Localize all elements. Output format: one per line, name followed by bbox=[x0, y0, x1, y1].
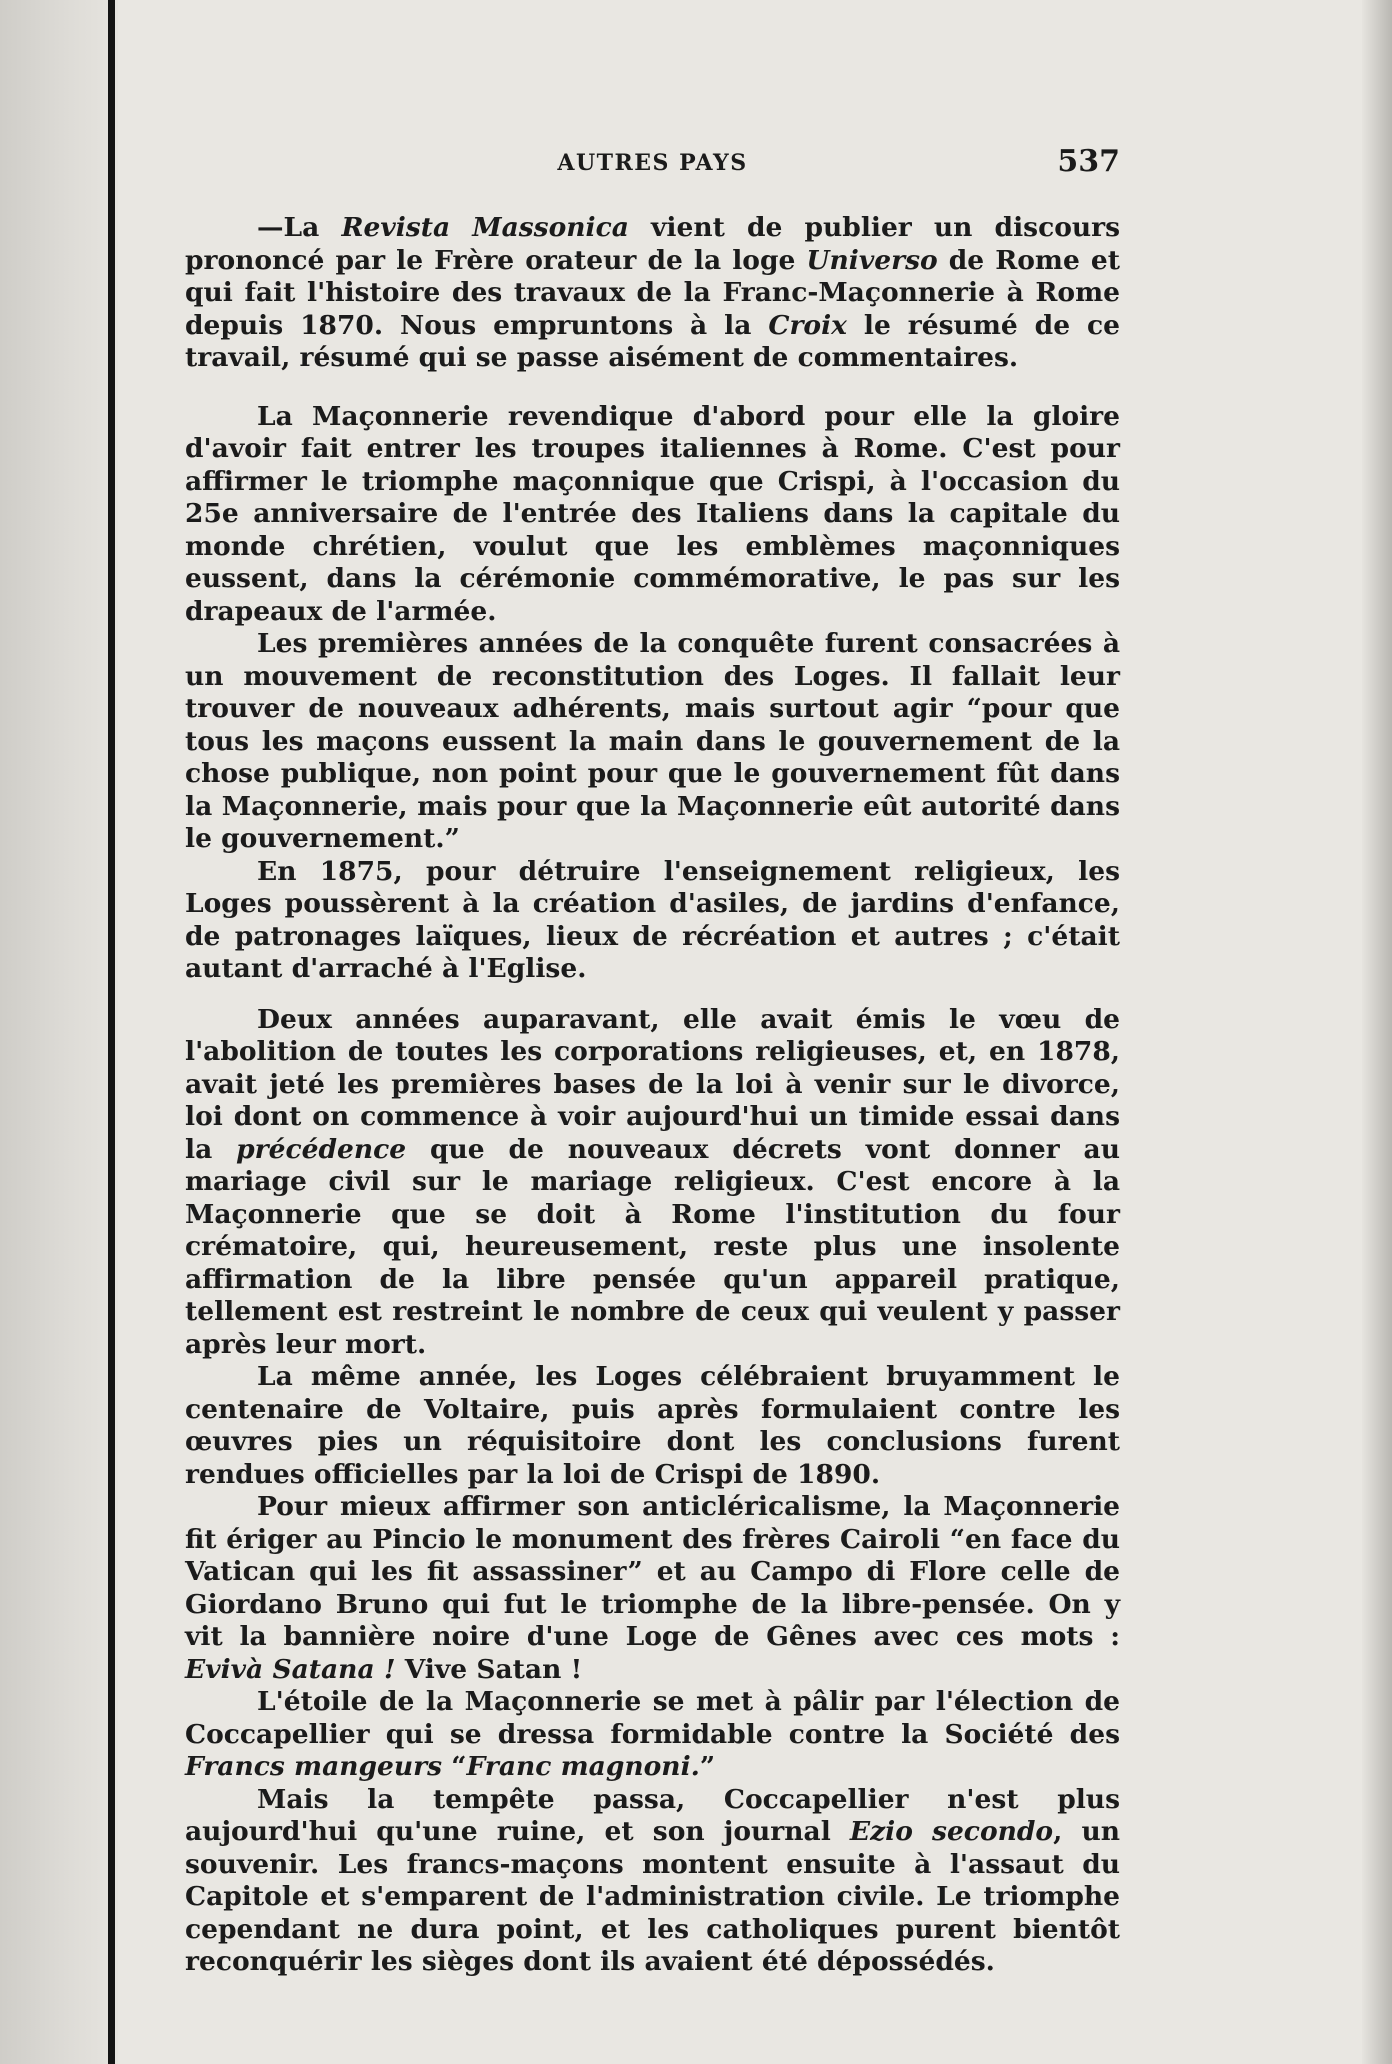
text-segment: La Maçonnerie revendique d'abord pour elle la gloire d'avoir fait entrer les troupes italiennes à Rome. C'est pour affirmer le triomphe maçonnique que Crispi, à l'occasion du 25e anniversaire de l'entrée des Italiens dans la capitale du monde chrétien, voulut que les emblèmes maçonniques eussent, dans la cérémonie commémorative, le pas sur les drapeaux de l'armée. bbox=[185, 400, 1120, 627]
text-segment: Vive Satan ! bbox=[395, 1653, 583, 1685]
text-segment: Les premières années de la conquête furent consacrées à un mouvement de reconstitution des Loges. Il fallait leur trouver de nouveaux adhérents, mais surtout agir “pour que tous les maçons eussent la main dans le gouvernement de la chose publique, non point pour que le gouvernement fût dans la Maçonnerie, mais pour que la Maçonnerie eût autorité dans le gouvernement.” bbox=[185, 628, 1120, 854]
paragraph bbox=[185, 1361, 1120, 1491]
paragraph bbox=[185, 856, 1120, 986]
paragraph bbox=[185, 1686, 1120, 1784]
text-segment: Pour mieux affirmer son anticléricalisme, la Maçonnerie fit ériger au Pincio le monument des frères Cairoli “en face du Vatican qui les fit assassiner” et au Campo di Flore celle de Giordano Bruno qui fut le triomphe de la libre-pensée. On y vit la bannière noire d'une Loge de Gênes avec ces mots : bbox=[185, 1491, 1120, 1652]
text-segment: de Rome et qui fait l'histoire des travaux de la Franc-Maçonnerie à Rome depuis 1870. Nous empruntons à la bbox=[185, 244, 1120, 341]
text-segment: ” bbox=[699, 1751, 716, 1782]
italic-text: Franc magnoni. bbox=[466, 1751, 700, 1782]
body-text bbox=[185, 212, 1120, 1979]
italic-text: Croix bbox=[768, 309, 847, 341]
book-page bbox=[185, 144, 1121, 1979]
italic-text: Ezio secondo bbox=[849, 1816, 1054, 1847]
text-segment: Deux années auparavant, elle avait émis le vœu de l'abolition de toutes les corporations religieuses, et, en 1878, avait jeté les premières bases de la loi à venir sur le divorce, loi dont on commence à voir aujourd'hui un timide essai dans la bbox=[185, 1003, 1120, 1165]
italic-text: Francs mangeurs bbox=[185, 1751, 443, 1782]
text-segment: —La bbox=[257, 212, 342, 243]
text-segment: , un souvenir. Les francs-maçons montent ensuite à l'assaut du Capitole et s'emparent de l'administration civile. Le triomphe cependant ne dura point, et les catholiques purent bientôt reconquérir les sièges dont ils avaient été dépossédés. bbox=[185, 1816, 1120, 1977]
paragraph bbox=[185, 1491, 1120, 1686]
text-segment: que de nouveaux décrets vont donner au mariage civil sur le mariage religieux. C'est encore à la Maçonnerie que se doit à Rome l'institution du four crématoire, qui, heureusement, reste plus une insolente affirmation de la libre pensée qu'un appareil pratique, tellement est restreint le nombre de ceux qui veulent y passer après leur mort. bbox=[185, 1133, 1120, 1360]
text-segment: En 1875, pour détruire l'enseignement religieux, les Loges poussèrent à la création d'asiles, de jardins d'enfance, de patronages laïques, lieux de récréation et autres ; c'était autant d'arraché à l'Eglise. bbox=[185, 855, 1120, 984]
text-segment: le résumé de ce travail, résumé qui se passe aisément de commentaires. bbox=[185, 309, 1121, 373]
paragraph bbox=[185, 212, 1120, 375]
italic-text: Evivà Satana ! bbox=[185, 1653, 396, 1685]
binding-shadow bbox=[108, 0, 115, 2064]
paragraph bbox=[185, 401, 1120, 629]
text-segment: vient de publier un discours prononcé par le Frère orateur de la loge bbox=[185, 212, 1121, 276]
scan-right-margin bbox=[1362, 0, 1392, 2064]
italic-text: Universo bbox=[806, 244, 938, 276]
running-title: AUTRES PAYS bbox=[557, 150, 748, 176]
paragraph bbox=[185, 1004, 1120, 1362]
italic-text: précédence bbox=[236, 1133, 407, 1165]
italic-text: Revista Massonica bbox=[341, 212, 629, 243]
text-segment: L'étoile de la Maçonnerie se met à pâlir par l'élection de Coccapellier qui se dressa formidable contre la Société des bbox=[185, 1686, 1120, 1750]
text-segment: La même année, les Loges célébraient bruyamment le centenaire de Voltaire, puis après formulaient contre les œuvres pies un réquisitoire dont les conclusions furent rendues officielles par la loi de Crispi de 1890. bbox=[185, 1361, 1120, 1490]
text-segment: Mais la tempête passa, Coccapellier n'est plus aujourd'hui qu'une ruine, et son journal bbox=[185, 1783, 1120, 1847]
paragraph bbox=[185, 628, 1120, 856]
paragraph bbox=[185, 1784, 1120, 1979]
scan-left-margin bbox=[0, 0, 118, 2064]
page-number: 537 bbox=[1057, 144, 1120, 179]
text-segment: “ bbox=[442, 1751, 467, 1782]
running-head bbox=[185, 144, 1120, 184]
